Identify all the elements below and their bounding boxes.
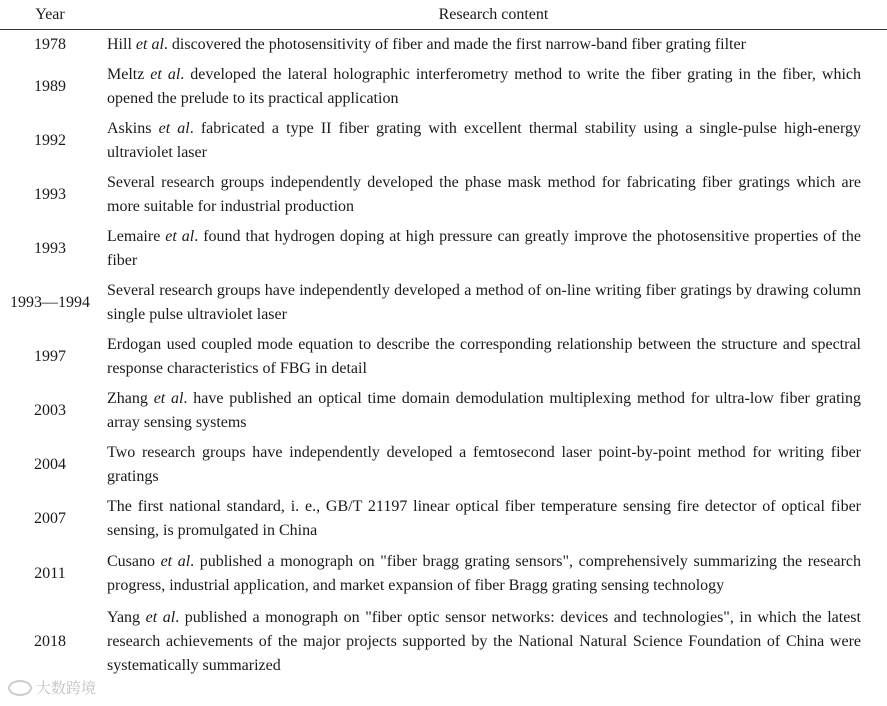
year-cell: 2018	[34, 633, 66, 650]
table-row	[0, 60, 887, 114]
table-row	[0, 30, 887, 61]
table-row	[0, 492, 887, 546]
year-column-header: Year	[0, 0, 100, 30]
content-text: . published a monograph on "fiber bragg grating sensors", comprehensively summarizing the research progress, industrial application, and market expansion of fiber Bragg grating sensing technology	[107, 553, 862, 594]
content-cell	[100, 30, 887, 61]
content-cell	[100, 60, 887, 114]
table-row	[0, 168, 887, 222]
content-column-header: Research content	[100, 0, 887, 30]
content-cell	[100, 114, 887, 168]
header-row	[0, 0, 887, 30]
content-text: Cusano	[107, 553, 161, 570]
content-text: . discovered the photosensitivity of fiber and made the first narrow-band fiber grating filter	[163, 36, 746, 53]
content-text: Yang	[107, 609, 146, 626]
year-cell: 1993	[34, 240, 66, 257]
content-cell	[100, 330, 887, 384]
year-cell: 2004	[34, 456, 66, 473]
content-text: . developed the lateral holographic interferometry method to write the fiber grating in the fiber, which opened the prelude to its practical application	[107, 66, 861, 107]
year-cell: 1992	[34, 132, 66, 149]
content-cell	[100, 546, 887, 602]
content-text: . have published an optical time domain demodulation multiplexing method for ultra-low fiber grating array sensing systems	[107, 390, 861, 431]
table-header	[0, 0, 887, 30]
year-cell: 2007	[34, 510, 66, 527]
year-cell: 1993	[34, 186, 66, 203]
content-text: . published a monograph on "fiber optic sensor networks: devices and technologies", in which the latest research achievements of the major projects supported by the National Natural Science Foundation of China were systematically summarized	[107, 609, 861, 674]
table-body	[0, 30, 887, 683]
content-text: The first national standard, i. e., GB/T 21197 linear optical fiber temperature sensing fire detector of optical fiber sensing, is promulgated in China	[107, 498, 861, 539]
content-cell	[100, 168, 887, 222]
content-italic-text: et al	[158, 120, 190, 137]
content-text: Erdogan used coupled mode equation to describe the corresponding relationship between the structure and spectral response characteristics of FBG in detail	[107, 336, 861, 377]
content-italic-text: et al	[145, 609, 176, 626]
content-cell	[100, 276, 887, 330]
content-text: . found that hydrogen doping at high pressure can greatly improve the photosensitive properties of the fiber	[107, 228, 862, 269]
year-cell: 1989	[34, 78, 66, 95]
watermark-text: 大数跨境	[36, 679, 97, 697]
table-row	[0, 546, 887, 602]
content-text: Meltz	[107, 66, 151, 83]
content-cell	[100, 384, 887, 438]
table-row	[0, 438, 887, 492]
table-row	[0, 114, 887, 168]
year-cell: 2011	[34, 565, 66, 582]
content-italic-text: et al	[165, 228, 195, 245]
content-cell	[100, 602, 887, 682]
content-text: Several research groups independently developed the phase mask method for fabricating fiber gratings which are more suitable for industrial production	[107, 174, 861, 215]
year-cell: 1997	[34, 348, 66, 365]
content-text: Hill	[107, 36, 136, 53]
year-cell: 1978	[34, 36, 66, 53]
year-cell: 1993—1994	[10, 294, 90, 311]
content-italic-text: et al	[135, 36, 164, 53]
table-row	[0, 602, 887, 682]
content-italic-text: et al	[160, 553, 191, 570]
content-text: Lemaire	[107, 228, 166, 245]
content-text: Zhang	[107, 390, 154, 407]
content-text: Two research groups have independently developed a femtosecond laser point-by-point method for writing fiber gratings	[107, 444, 861, 485]
content-cell	[100, 438, 887, 492]
content-text: . fabricated a type II fiber grating with excellent thermal stability using a single-pulse high-energy ultraviolet laser	[107, 120, 862, 161]
table-row	[0, 330, 887, 384]
year-cell: 2003	[34, 402, 66, 419]
table-row	[0, 276, 887, 330]
content-italic-text: et al	[153, 390, 184, 407]
table-row	[0, 222, 887, 276]
content-cell	[100, 492, 887, 546]
content-text: Several research groups have independently developed a method of on-line writing fiber gratings by drawing column single pulse ultraviolet laser	[107, 282, 861, 323]
content-text: Askins	[107, 120, 159, 137]
content-italic-text: et al	[150, 66, 181, 83]
table-row	[0, 384, 887, 438]
content-cell	[100, 222, 887, 276]
